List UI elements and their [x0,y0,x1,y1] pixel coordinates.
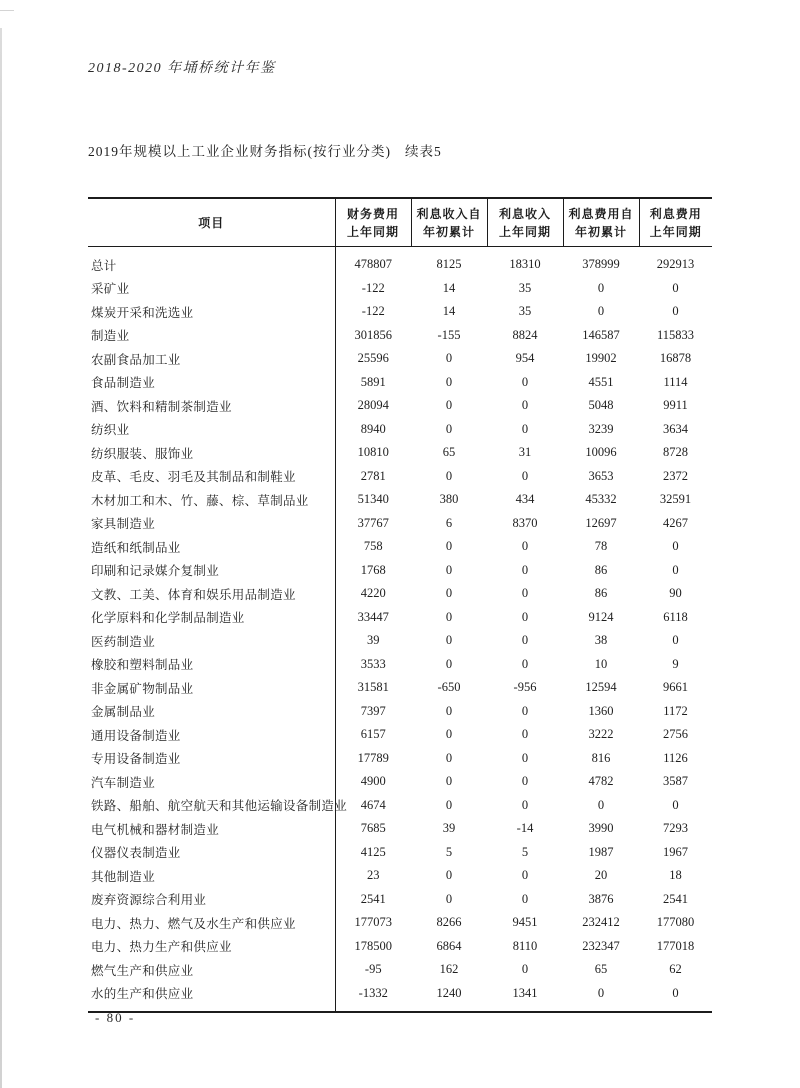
cell-value: 23 [367,868,380,883]
cell-value: 18 [669,868,682,883]
cell-value: -122 [361,304,385,319]
cell-value: 162 [439,962,459,977]
table-row [88,911,712,935]
cell-value: 0 [521,727,529,742]
cell-value: 45332 [585,492,617,507]
cell-value: 3533 [360,656,386,671]
cell-value: 434 [515,492,535,507]
cell-value: 0 [445,727,453,742]
cell-value: 177018 [656,938,695,953]
row-label: 木材加工和木、竹、藤、棕、草制品业 [88,488,335,512]
row-label: 煤炭开采和洗选业 [88,300,335,324]
cell-value: 1987 [588,844,614,859]
row-label: 家具制造业 [88,512,335,536]
cell-value: 0 [445,868,453,883]
cell-value: 1360 [588,703,614,718]
cell-value: 19902 [585,351,617,366]
col-header-item-label: 项目 [198,216,225,230]
cell-value: 0 [672,633,679,648]
row-label: 印刷和记录媒介复制业 [88,559,335,583]
scan-edge-artifact-top [0,10,14,11]
cell-value: 0 [521,468,529,483]
cell-value: 7397 [360,703,386,718]
table-row [88,247,712,277]
cell-value: 2372 [663,468,688,483]
cell-value: 90 [669,586,682,601]
cell-value: 0 [445,609,453,624]
page-number: - 80 - [95,1010,136,1025]
cell-value: 0 [672,539,679,554]
cell-value: 5 [521,844,529,859]
cell-value: 0 [597,985,605,1000]
cell-value: 4674 [360,797,386,812]
row-label: 铁路、船舶、航空航天和其他运输设备制造业 [88,794,335,818]
row-label: 橡胶和塑料制品业 [88,653,335,677]
cell-value: 115833 [656,327,695,342]
cell-value: 4267 [663,515,688,530]
cell-value: 0 [445,750,453,765]
cell-value: 31581 [357,680,389,695]
row-label: 酒、饮料和精制茶制造业 [88,394,335,418]
cell-value: 0 [445,774,453,789]
col-header-interest-expense-ytd: 利息费用自 年初累计 [563,198,639,247]
table-row [88,700,712,724]
table-row [88,277,712,301]
row-label: 医药制造业 [88,629,335,653]
cell-value: 177073 [354,915,392,930]
table-row [88,582,712,606]
cell-value: 0 [597,304,605,319]
cell-value: 232412 [582,915,620,930]
row-label: 金属制品业 [88,700,335,724]
cell-value: 0 [521,891,529,906]
cell-value: -122 [361,280,385,295]
cell-value: 10810 [357,445,389,460]
cell-value: 0 [445,468,453,483]
cell-value: 12594 [585,680,617,695]
table-row [88,535,712,559]
row-label: 纺织服装、服饰业 [88,441,335,465]
cell-value: 3222 [588,727,614,742]
cell-value: 2541 [663,891,688,906]
cell-value: 8266 [436,915,462,930]
cell-value: 4220 [360,586,386,601]
row-label: 文教、工美、体育和娱乐用品制造业 [88,582,335,606]
table-row [88,841,712,865]
cell-value: -14 [516,821,534,836]
cell-value: 2781 [360,468,386,483]
cell-value: 3876 [588,891,614,906]
cell-value: -95 [364,962,382,977]
cell-value: -155 [437,327,461,342]
cell-value: 0 [521,586,529,601]
cell-value: 6 [445,515,453,530]
cell-value: 78 [594,539,608,554]
table-row [88,653,712,677]
table-row [88,888,712,912]
cell-value: 39 [442,821,456,836]
cell-value: 16878 [659,351,692,366]
cell-value: 17789 [357,750,389,765]
row-label: 水的生产和供应业 [88,982,335,1013]
table-row [88,324,712,348]
table-row [88,559,712,583]
row-label: 食品制造业 [88,371,335,395]
table-row [88,747,712,771]
row-label: 电气机械和器材制造业 [88,817,335,841]
cell-value: 0 [445,797,453,812]
cell-value: 10096 [585,445,617,460]
cell-value: 292913 [656,257,695,272]
cell-value: 1126 [663,750,688,765]
cell-value: 0 [672,304,679,319]
cell-value: 0 [445,703,453,718]
table-row [88,770,712,794]
table-row [88,817,712,841]
cell-value: 7685 [360,821,386,836]
cell-value: 0 [597,280,605,295]
cell-value: 32591 [659,492,692,507]
table-row [88,488,712,512]
row-label: 纺织业 [88,418,335,442]
table-row [88,935,712,959]
cell-value: 954 [515,351,535,366]
cell-value: 9661 [663,680,688,695]
cell-value: 14 [442,280,456,295]
cell-value: 6118 [663,609,688,624]
cell-value: 4782 [588,774,614,789]
cell-value: 0 [521,797,529,812]
cell-value: 0 [521,656,529,671]
cell-value: 0 [445,656,453,671]
cell-value: 3587 [663,774,688,789]
col-header-interest-income-prior-year: 利息收入 上年同期 [487,198,563,247]
scan-edge-artifact-left [0,28,2,1088]
cell-value: 0 [521,609,529,624]
cell-value: 0 [521,539,529,554]
cell-value: 7293 [663,821,688,836]
cell-value: 33447 [357,609,389,624]
cell-value: 35 [518,304,532,319]
cell-value: 9124 [588,609,614,624]
row-label: 造纸和纸制品业 [88,535,335,559]
row-label: 采矿业 [88,277,335,301]
cell-value: 9 [672,656,679,671]
cell-value: 0 [445,562,453,577]
cell-value: 0 [521,633,529,648]
cell-value: 0 [445,351,453,366]
table-row [88,394,712,418]
cell-value: 0 [445,421,453,436]
table-row [88,723,712,747]
cell-value: 0 [672,280,679,295]
financial-indicators-table [88,197,712,1013]
row-label: 电力、热力生产和供应业 [88,935,335,959]
cell-value: 0 [672,985,679,1000]
cell-value: 1172 [663,703,688,718]
cell-value: 25596 [357,351,389,366]
table-row [88,418,712,442]
cell-value: 232347 [582,938,620,953]
cell-value: 37767 [357,515,389,530]
cell-value: 18310 [509,257,541,272]
cell-value: 8125 [436,257,462,272]
cell-value: 51340 [357,492,389,507]
cell-value: 0 [445,891,453,906]
row-label: 仪器仪表制造业 [88,841,335,865]
row-label: 皮革、毛皮、羽毛及其制品和制鞋业 [88,465,335,489]
cell-value: 3634 [663,421,688,436]
cell-value: 0 [597,797,605,812]
cell-value: 378999 [582,257,620,272]
cell-value: 31 [518,445,532,460]
row-label: 专用设备制造业 [88,747,335,771]
cell-value: 0 [445,539,453,554]
cell-value: -650 [437,680,461,695]
cell-value: 6157 [360,727,386,742]
row-label: 化学原料和化学制品制造业 [88,606,335,630]
row-label: 燃气生产和供应业 [88,958,335,982]
cell-value: 0 [521,562,529,577]
cell-value: 0 [672,797,679,812]
cell-value: 816 [591,750,611,765]
col-header-interest-expense-prior-year: 利息费用 上年同期 [639,198,712,247]
cell-value: 14 [442,304,456,319]
cell-value: 1967 [663,844,688,859]
cell-value: 0 [521,703,529,718]
table-row [88,371,712,395]
cell-value: 20 [594,868,608,883]
cell-value: 9451 [512,915,538,930]
table-row [88,606,712,630]
cell-value: 39 [367,633,380,648]
row-label: 废弃资源综合利用业 [88,888,335,912]
table-row [88,629,712,653]
cell-value: 86 [594,586,608,601]
cell-value: 1240 [436,985,462,1000]
cell-value: 65 [442,445,456,460]
table-row [88,347,712,371]
row-label: 非金属矿物制品业 [88,676,335,700]
cell-value: 8370 [512,515,538,530]
cell-value: -1332 [358,985,388,1000]
running-head: 2018-2020 年埇桥统计年鉴 [88,61,276,76]
cell-value: 5891 [360,374,386,389]
cell-value: 65 [594,962,608,977]
table-row [88,864,712,888]
cell-value: 4900 [360,774,386,789]
cell-value: 1114 [663,374,688,389]
cell-value: 301856 [354,327,392,342]
cell-value: 2541 [360,891,386,906]
cell-value: 0 [521,868,529,883]
cell-value: 177080 [656,915,695,930]
row-label: 通用设备制造业 [88,723,335,747]
cell-value: 38 [594,633,608,648]
cell-value: 0 [521,421,529,436]
cell-value: 0 [445,586,453,601]
cell-value: 0 [521,398,529,413]
cell-value: 1341 [512,985,538,1000]
cell-value: 0 [445,633,453,648]
table-title: 2019年规模以上工业企业财务指标(按行业分类) [88,144,391,159]
cell-value: 6864 [436,938,462,953]
table-row [88,300,712,324]
cell-value: 178500 [354,938,392,953]
table-row [88,958,712,982]
cell-value: 3239 [588,421,614,436]
row-label: 电力、热力、燃气及水生产和供应业 [88,911,335,935]
row-label: 农副食品加工业 [88,347,335,371]
cell-value: 8110 [512,938,538,953]
cell-value: 478807 [354,257,392,272]
cell-value: 2756 [663,727,688,742]
page-title [88,140,442,160]
cell-value: 28094 [357,398,389,413]
header-row [88,198,712,247]
cell-value: 86 [594,562,608,577]
table-row [88,982,712,1013]
col-header-item [88,198,335,247]
cell-value: 0 [521,962,529,977]
cell-value: 0 [521,774,529,789]
table-row [88,794,712,818]
row-label: 总计 [88,247,335,277]
col-header-financial-expense-prior-year: 财务费用 上年同期 [335,198,411,247]
cell-value: 4551 [588,374,614,389]
row-label: 制造业 [88,324,335,348]
cell-value: 35 [518,280,532,295]
cell-value: 0 [445,398,453,413]
cell-value: 380 [439,492,459,507]
cell-value: 1768 [360,562,386,577]
cell-value: 12697 [585,515,617,530]
cell-value: 0 [445,374,453,389]
cell-value: 0 [521,750,529,765]
cell-value: 0 [672,562,679,577]
cell-value: 8824 [512,327,538,342]
cell-value: 10 [594,656,608,671]
cell-value: 0 [521,374,529,389]
table-row [88,441,712,465]
col-header-interest-income-ytd: 利息收入自 年初累计 [411,198,487,247]
row-label: 其他制造业 [88,864,335,888]
table-row [88,465,712,489]
cell-value: 146587 [582,327,620,342]
cell-value: 4125 [360,844,386,859]
cell-value: -956 [513,680,537,695]
table-body [88,247,712,1013]
table-row [88,676,712,700]
cell-value: 3653 [588,468,614,483]
cell-value: 62 [669,962,682,977]
cell-value: 9911 [663,398,688,413]
cell-value: 8728 [663,445,688,460]
table-row [88,512,712,536]
cell-value: 5048 [588,398,614,413]
row-label: 汽车制造业 [88,770,335,794]
table-continuation-label: 续表5 [405,144,442,159]
cell-value: 3990 [588,821,614,836]
cell-value: 5 [445,844,453,859]
cell-value: 758 [363,539,383,554]
cell-value: 8940 [360,421,386,436]
